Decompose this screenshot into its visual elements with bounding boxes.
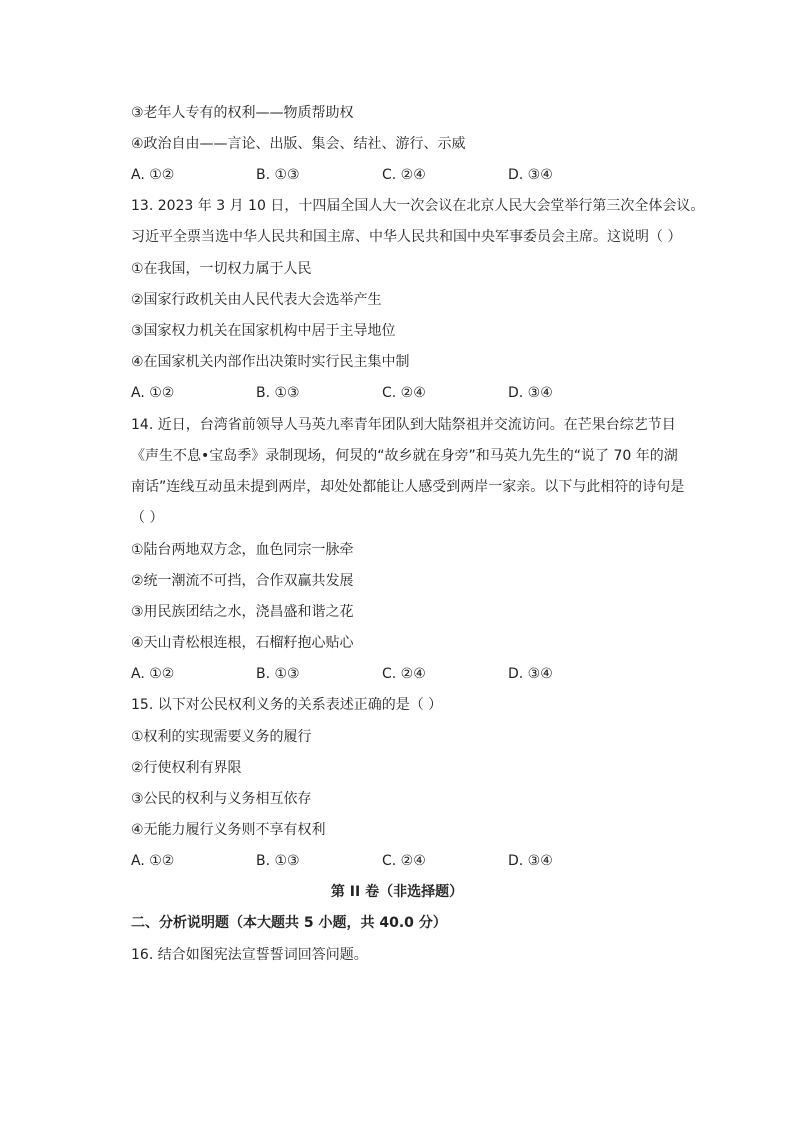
q14-item-4: ④天山青松根连根，石榴籽抱心贴心 [131, 635, 354, 651]
q15-option-b[interactable]: B. ①③ [256, 853, 300, 869]
q14-option-a[interactable]: A. ①② [131, 666, 175, 682]
q13-options [131, 384, 651, 402]
q13-option-a[interactable]: A. ①② [131, 385, 175, 401]
q12-option-c[interactable]: C. ②④ [382, 167, 426, 183]
q13-item-2: ②国家行政机关由人民代表大会选举产生 [131, 292, 382, 308]
q14-stem-line-4: （ ） [131, 510, 164, 526]
q14-stem-line-3: 南话”连线互动虽未提到两岸，却处处都能让人感受到两岸一家亲。以下与此相符的诗句是 [131, 479, 685, 495]
part2-section-heading: 二、分析说明题（本大题共 5 小题，共 40.0 分） [131, 915, 447, 931]
q14-item-3: ③用民族团结之水，浇昌盛和谐之花 [131, 604, 354, 620]
q13-item-1: ①在我国，一切权力属于人民 [131, 261, 312, 277]
q12-options [131, 166, 651, 184]
q13-option-d[interactable]: D. ③④ [508, 385, 553, 401]
q14-stem-line-1: 14. 近日，台湾省前领导人马英九率青年团队到大陆祭祖并交流访问。在芒果台综艺节目 [131, 417, 676, 433]
q15-options [131, 852, 651, 870]
q13-item-4: ④在国家机关内部作出决策时实行民主集中制 [131, 354, 410, 370]
q13-item-3: ③国家权力机关在国家机构中居于主导地位 [131, 323, 396, 339]
q12-item-4: ④政治自由——言论、出版、集会、结社、游行、示威 [131, 136, 466, 152]
q14-item-2: ②统一潮流不可挡，合作双赢共发展 [131, 573, 354, 589]
q12-item-3: ③老年人专有的权利——物质帮助权 [131, 105, 354, 121]
q14-item-1: ①陆台两地双方念，血色同宗一脉牵 [131, 542, 354, 558]
q12-option-b[interactable]: B. ①③ [256, 167, 300, 183]
q15-item-2: ②行使权利有界限 [131, 760, 242, 776]
q15-option-d[interactable]: D. ③④ [508, 853, 553, 869]
q16-stem: 16. 结合如图宪法宣誓誓词回答问题。 [131, 947, 368, 963]
q15-stem-line-1: 15. 以下对公民权利义务的关系表述正确的是（ ） [131, 697, 443, 713]
q15-item-3: ③公民的权利与义务相互依存 [131, 791, 312, 807]
q13-option-c[interactable]: C. ②④ [382, 385, 426, 401]
q13-stem-line-1: 13. 2023 年 3 月 10 日，十四届全国人大一次会议在北京人民大会堂举行第三次全体会议。 [131, 198, 705, 214]
q15-item-4: ④无能力履行义务则不享有权利 [131, 822, 326, 838]
q14-options [131, 665, 651, 683]
part2-title: 第 II 卷（非选择题） [330, 884, 464, 900]
q13-option-b[interactable]: B. ①③ [256, 385, 300, 401]
q14-stem-line-2: 《声生不息•宝岛季》录制现场，何炅的“故乡就在身旁”和马英九先生的“说了 70 年的湖 [131, 448, 678, 464]
q14-option-b[interactable]: B. ①③ [256, 666, 300, 682]
q14-option-c[interactable]: C. ②④ [382, 666, 426, 682]
q15-option-a[interactable]: A. ①② [131, 853, 175, 869]
q13-stem-line-2: 习近平全票当选中华人民共和国主席、中华人民共和国中央军事委员会主席。这说明（ ） [131, 229, 682, 245]
q15-item-1: ①权利的实现需要义务的履行 [131, 729, 312, 745]
q15-option-c[interactable]: C. ②④ [382, 853, 426, 869]
q14-option-d[interactable]: D. ③④ [508, 666, 553, 682]
q12-option-a[interactable]: A. ①② [131, 167, 175, 183]
q12-option-d[interactable]: D. ③④ [508, 167, 553, 183]
